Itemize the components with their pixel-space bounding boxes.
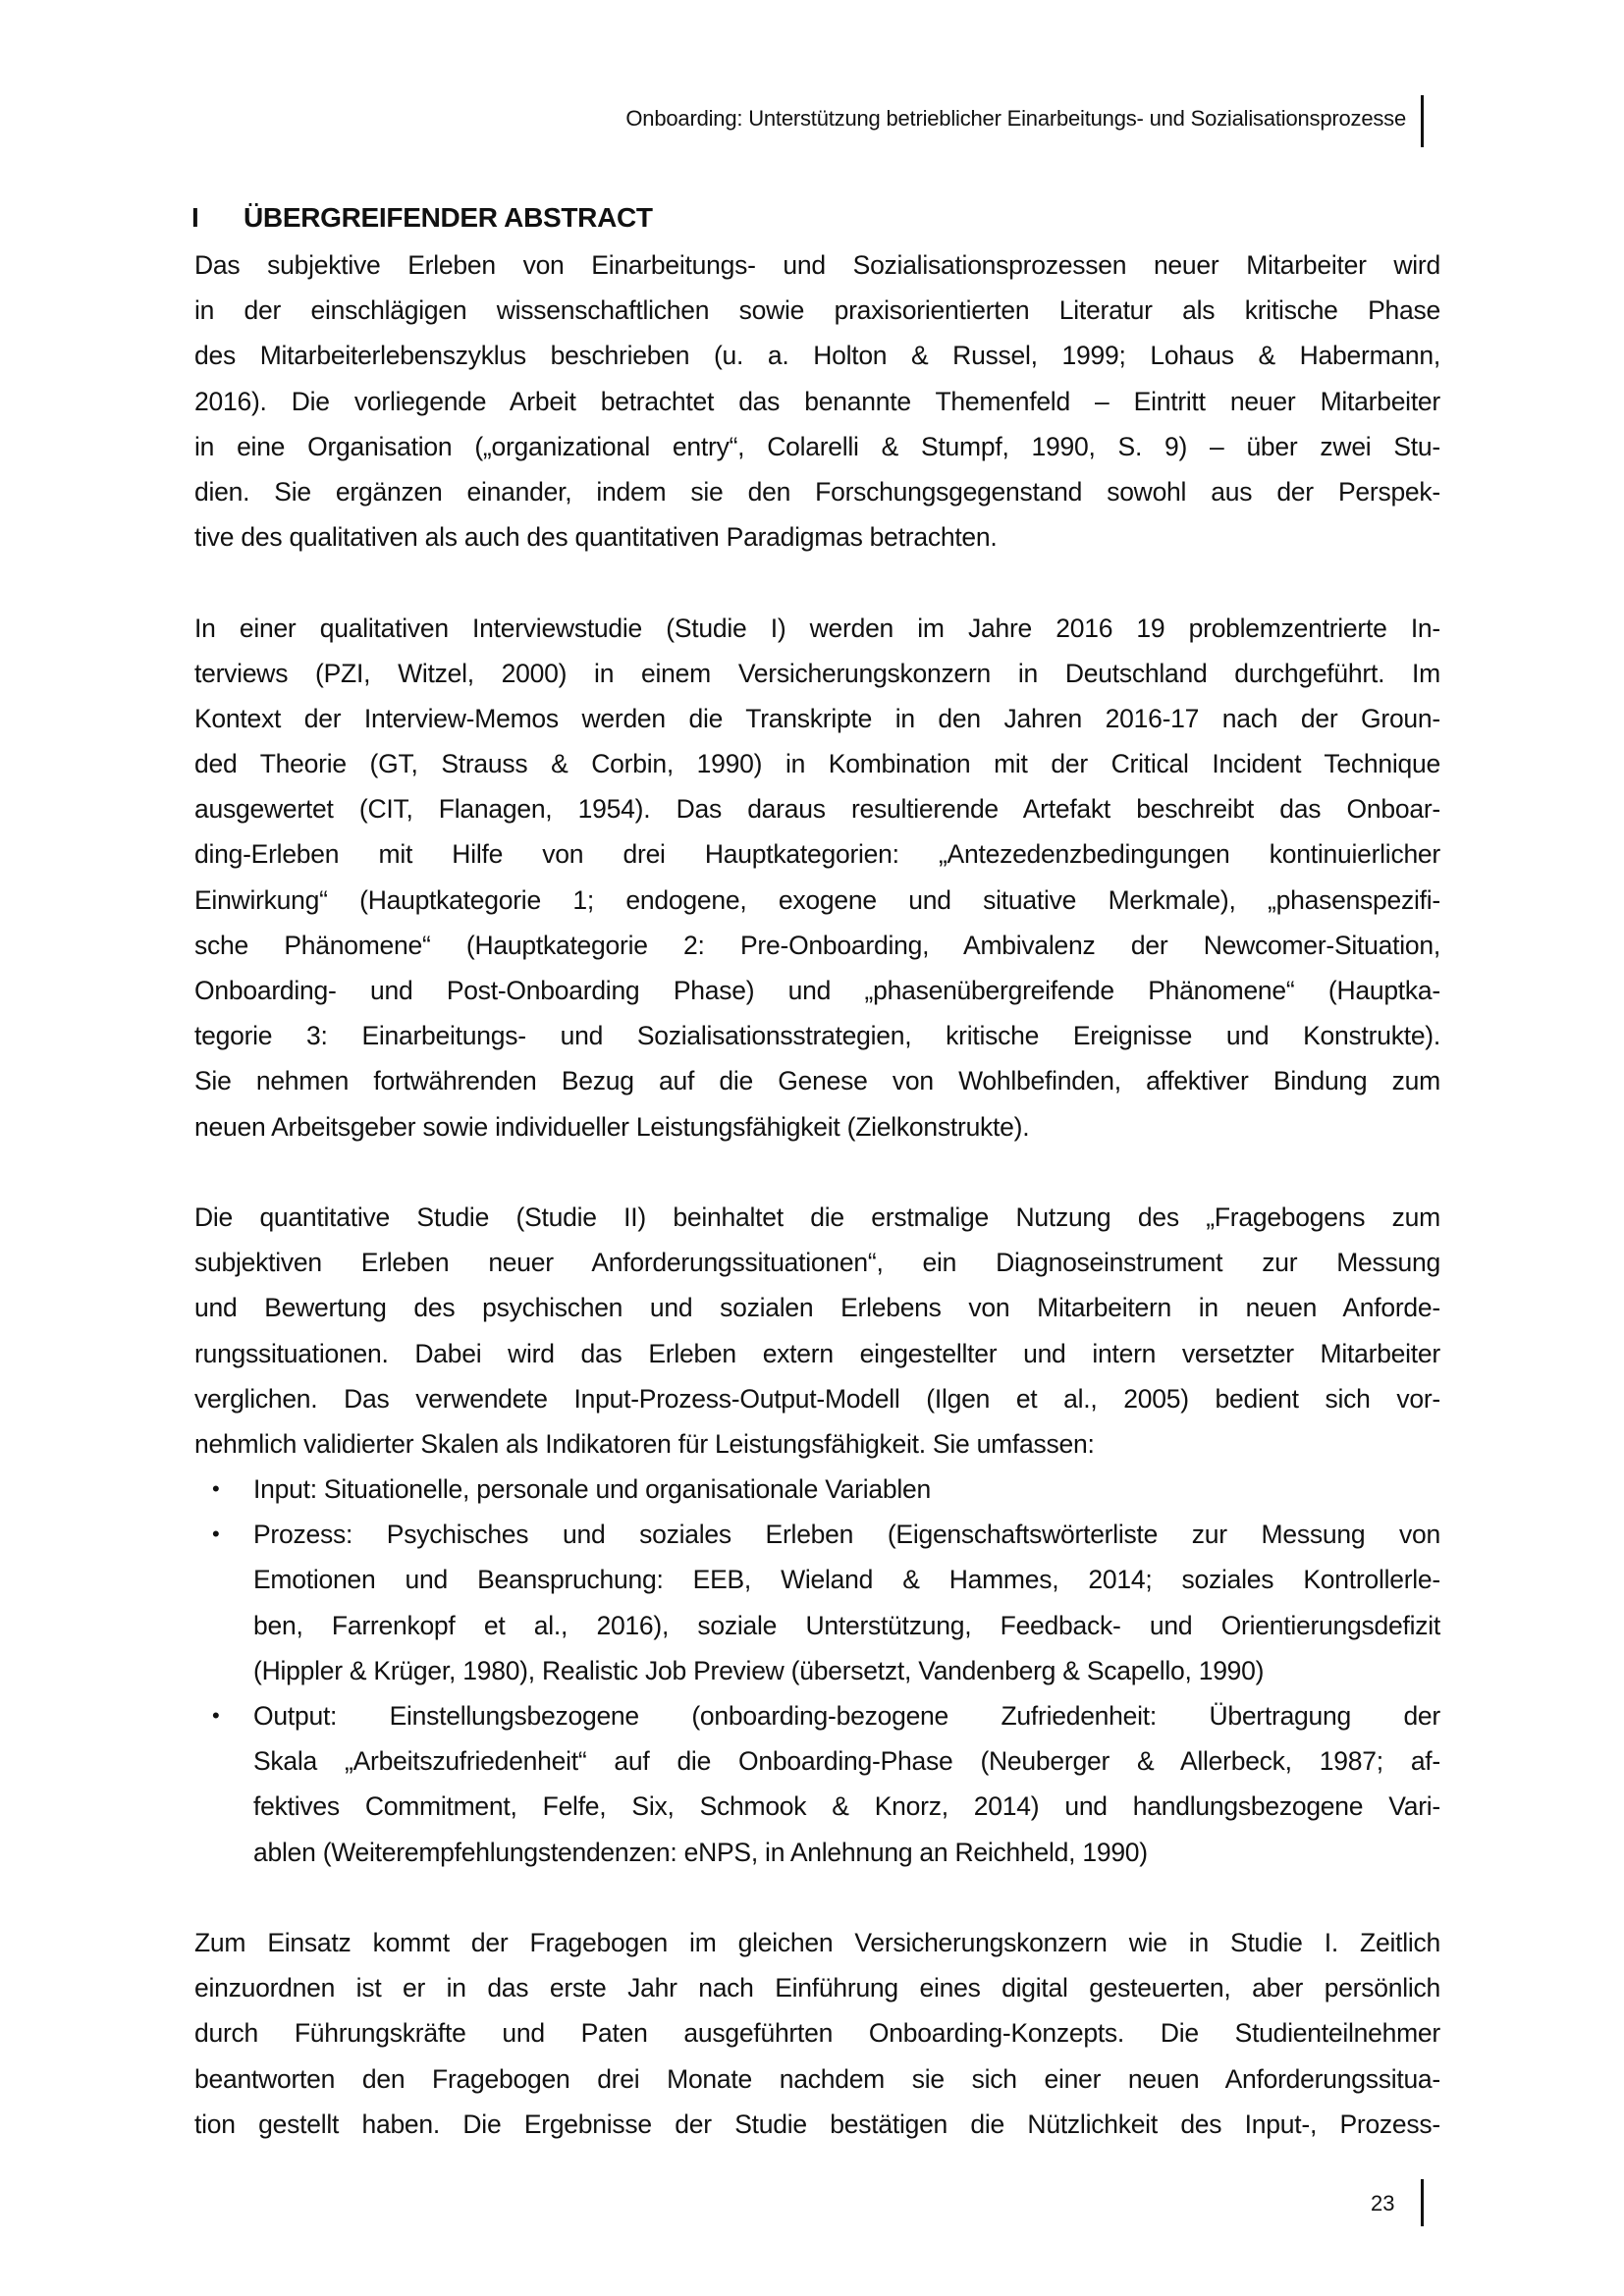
text-line bbox=[194, 1421, 1440, 1467]
line-text: Das subjektive Erleben von Einarbeitungs- und Sozialisationsprozessen neuer Mitarbeiter wird bbox=[194, 250, 1440, 280]
paragraph bbox=[194, 242, 1440, 560]
bullet-item bbox=[194, 1467, 1440, 1512]
page-number: 23 bbox=[1371, 2191, 1395, 2216]
line-text: dien. Sie ergänzen einander, indem sie den Forschungsgegenstand sowohl aus der Perspek- bbox=[194, 476, 1440, 507]
line-text: Einwirkung“ (Hauptkategorie 1; endogene, exogene und situative Merkmale), „phasenspezifi- bbox=[194, 884, 1440, 915]
footer-rule bbox=[1421, 2179, 1424, 2226]
line-text: tion gestellt haben. Die Ergebnisse der Studie bestätigen die Nützlichkeit des Input-, Prozess- bbox=[194, 2109, 1440, 2139]
text-line bbox=[194, 968, 1440, 1013]
line-text: Emotionen und Beanspruchung: EEB, Wieland & Hammes, 2014; soziales Kontrollerle- bbox=[253, 1565, 1440, 1595]
header-rule bbox=[1421, 95, 1424, 147]
bullet-item bbox=[194, 1693, 1440, 1875]
line-text: neuen Arbeitsgeber sowie individueller Leistungsfähigkeit (Zielkonstrukte). bbox=[194, 1111, 1030, 1142]
text-line bbox=[194, 2010, 1440, 2056]
bullet-icon: • bbox=[212, 1522, 220, 1547]
text-line bbox=[212, 1693, 1440, 1738]
running-header: Onboarding: Unterstützung betrieblicher Einarbeitungs- und Sozialisationsprozesse bbox=[625, 106, 1406, 131]
line-text: Input: Situationelle, personale und organisationale Variablen bbox=[253, 1474, 931, 1505]
text-line bbox=[253, 1648, 1440, 1693]
text-line bbox=[194, 651, 1440, 696]
text-line bbox=[194, 878, 1440, 923]
line-text: tive des qualitativen als auch des quantitativen Paradigmas betrachten. bbox=[194, 522, 998, 553]
text-line bbox=[194, 696, 1440, 741]
text-line bbox=[253, 1603, 1440, 1648]
text-line bbox=[194, 1965, 1440, 2010]
text-line bbox=[194, 1920, 1440, 1965]
text-line bbox=[194, 741, 1440, 786]
text-line bbox=[212, 1467, 1440, 1512]
line-text: beantworten den Fragebogen drei Monate nachdem sie sich einer neuen Anforderungssitua- bbox=[194, 2063, 1440, 2094]
paragraph bbox=[194, 606, 1440, 1149]
paragraph-gap bbox=[194, 560, 1440, 605]
line-text: terviews (PZI, Witzel, 2000) in einem Versicherungskonzern in Deutschland durchgeführt. Im bbox=[194, 658, 1440, 688]
text-line bbox=[194, 786, 1440, 831]
line-text: Sie nehmen fortwährenden Bezug auf die Genese von Wohlbefinden, affektiver Bindung zum bbox=[194, 1066, 1440, 1096]
line-text: ding-Erleben mit Hilfe von drei Hauptkategorien: „Antezedenzbedingungen kontinuierlicher bbox=[194, 839, 1440, 870]
text-line bbox=[253, 1784, 1440, 1829]
line-text: fektives Commitment, Felfe, Six, Schmook & Knorz, 2014) und handlungsbezogene Vari- bbox=[253, 1791, 1440, 1822]
text-line bbox=[194, 1240, 1440, 1285]
text-line bbox=[194, 1285, 1440, 1330]
text-line bbox=[194, 2056, 1440, 2102]
text-line bbox=[194, 1058, 1440, 1103]
line-text: ded Theorie (GT, Strauss & Corbin, 1990) in Kombination mit der Critical Incident Technique bbox=[194, 749, 1440, 779]
line-text: In einer qualitativen Interviewstudie (Studie I) werden im Jahre 2016 19 problemzentrierte In- bbox=[194, 613, 1440, 643]
text-line bbox=[194, 288, 1440, 333]
text-line bbox=[194, 1013, 1440, 1058]
line-text: ausgewertet (CIT, Flanagen, 1954). Das daraus resultierende Artefakt beschreibt das Onboar- bbox=[194, 794, 1440, 825]
text-line bbox=[194, 923, 1440, 968]
paragraph bbox=[194, 1920, 1440, 2147]
text-line bbox=[194, 2102, 1440, 2147]
line-text: tegorie 3: Einarbeitungs- und Sozialisationsstrategien, kritische Ereignisse und Konstrukte). bbox=[194, 1021, 1440, 1051]
section-heading bbox=[191, 195, 653, 240]
section-number: I bbox=[191, 202, 199, 233]
line-text: 2016). Die vorliegende Arbeit betrachtet das benannte Themenfeld – Eintritt neuer Mitarbeiter bbox=[194, 386, 1440, 416]
text-line bbox=[194, 379, 1440, 424]
bullet-icon: • bbox=[212, 1476, 220, 1502]
line-text: subjektiven Erleben neuer Anforderungssituationen“, ein Diagnoseinstrument zur Messung bbox=[194, 1248, 1440, 1278]
line-text: ablen (Weiterempfehlungstendenzen: eNPS, in Anlehnung an Reichheld, 1990) bbox=[253, 1837, 1148, 1867]
line-text: rungssituationen. Dabei wird das Erleben extern eingestellter und intern versetzter Mitarbeiter bbox=[194, 1338, 1440, 1368]
line-text: Zum Einsatz kommt der Fragebogen im gleichen Versicherungskonzern wie in Studie I. Zeitlich bbox=[194, 1927, 1440, 1957]
bullet-item bbox=[194, 1512, 1440, 1693]
text-line bbox=[194, 831, 1440, 877]
paragraph bbox=[194, 1195, 1440, 1467]
line-text: in der einschlägigen wissenschaftlichen sowie praxisorientierten Literatur als kritische Phase bbox=[194, 295, 1440, 326]
line-text: ben, Farrenkopf et al., 2016), soziale Unterstützung, Feedback- und Orientierungsdefizit bbox=[253, 1610, 1440, 1640]
line-text: Kontext der Interview-Memos werden die Transkripte in den Jahren 2016-17 nach der Groun- bbox=[194, 703, 1440, 733]
text-line bbox=[194, 1195, 1440, 1240]
abstract-body bbox=[194, 242, 1440, 2147]
line-text: und Bewertung des psychischen und sozialen Erlebens von Mitarbeitern in neuen Anforde- bbox=[194, 1293, 1440, 1323]
line-text: Die quantitative Studie (Studie II) beinhaltet die erstmalige Nutzung des „Fragebogens zum bbox=[194, 1201, 1440, 1232]
line-text: Onboarding- und Post-Onboarding Phase) und „phasenübergreifende Phänomene“ (Hauptka- bbox=[194, 976, 1440, 1005]
line-text: in eine Organisation („organizational entry“, Colarelli & Stumpf, 1990, S. 9) – über zwei Stu- bbox=[194, 431, 1440, 461]
text-line bbox=[194, 606, 1440, 651]
line-text: sche Phänomene“ (Hauptkategorie 2: Pre-Onboarding, Ambivalenz der Newcomer-Situation, bbox=[194, 930, 1440, 960]
text-line bbox=[194, 469, 1440, 514]
text-line bbox=[194, 333, 1440, 378]
paragraph-gap bbox=[194, 1875, 1440, 1920]
bullet-icon: • bbox=[212, 1703, 220, 1728]
text-line bbox=[194, 424, 1440, 469]
text-line bbox=[253, 1830, 1440, 1875]
line-text: nehmlich validierter Skalen als Indikatoren für Leistungsfähigkeit. Sie umfassen: bbox=[194, 1428, 1095, 1459]
text-line bbox=[212, 1512, 1440, 1557]
line-text: Skala „Arbeitszufriedenheit“ auf die Onboarding-Phase (Neuberger & Allerbeck, 1987; af- bbox=[253, 1746, 1440, 1777]
text-line bbox=[253, 1738, 1440, 1784]
text-line bbox=[194, 1104, 1440, 1149]
text-line bbox=[194, 242, 1440, 288]
text-line bbox=[194, 1331, 1440, 1376]
line-text: Prozess: Psychisches und soziales Erleben (Eigenschaftswörterliste zur Messung von bbox=[253, 1520, 1440, 1550]
text-line bbox=[194, 514, 1440, 560]
text-line bbox=[253, 1557, 1440, 1602]
line-text: einzuordnen ist er in das erste Jahr nach Einführung eines digital gesteuerten, aber persönlich bbox=[194, 1973, 1440, 2003]
line-text: verglichen. Das verwendete Input-Prozess-Output-Modell (Ilgen et al., 2005) bedient sich vor- bbox=[194, 1383, 1440, 1414]
line-text: des Mitarbeiterlebenszyklus beschrieben (u. a. Holton & Russel, 1999; Lohaus & Habermann, bbox=[194, 341, 1440, 371]
line-text: durch Führungskräfte und Paten ausgeführten Onboarding-Konzepts. Die Studienteilnehmer bbox=[194, 2018, 1440, 2049]
text-line bbox=[194, 1376, 1440, 1421]
line-text: (Hippler & Krüger, 1980), Realistic Job Preview (übersetzt, Vandenberg & Scapello, 1990) bbox=[253, 1655, 1265, 1685]
line-text: Output: Einstellungsbezogene (onboarding-bezogene Zufriedenheit: Übertragung der bbox=[253, 1701, 1440, 1731]
section-title: ÜBERGREIFENDER ABSTRACT bbox=[244, 202, 653, 233]
paragraph-gap bbox=[194, 1149, 1440, 1195]
